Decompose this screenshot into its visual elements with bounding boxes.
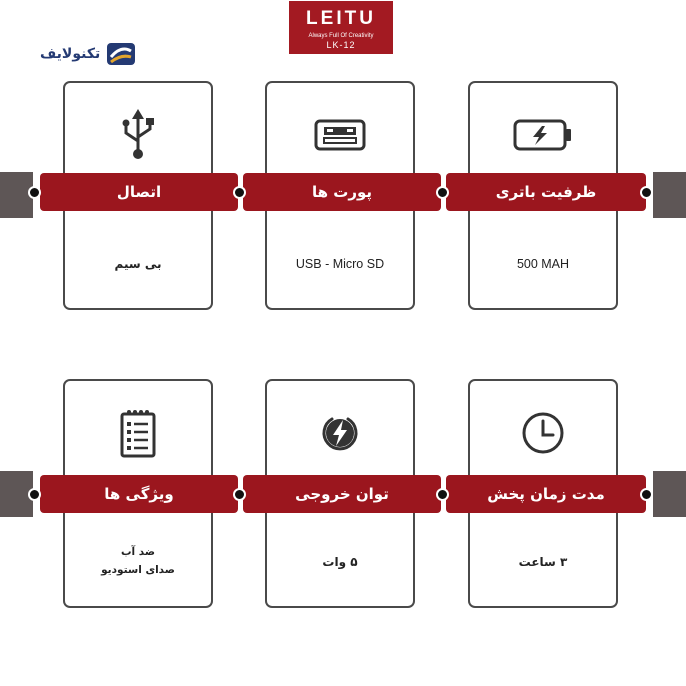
clock-icon: [470, 405, 616, 461]
card-value: ۳ ساعت: [518, 555, 568, 569]
card-value: [65, 543, 211, 579]
connector-dot: [233, 488, 246, 501]
band-ports: پورت ها: [243, 173, 441, 211]
connector-dot: [640, 186, 653, 199]
band-battery: ظرفیت باتری: [446, 173, 646, 211]
site-name: تکنولایف: [40, 46, 101, 62]
card-value: ۵ وات: [322, 555, 358, 569]
band-playtime: مدت زمان پخش: [446, 475, 646, 513]
brand-tagline: Always Full Of Creativity: [308, 33, 374, 39]
usb-symbol-icon: [65, 107, 211, 163]
card-value: USB - Micro SD: [295, 257, 385, 271]
usb-port-icon: [267, 107, 413, 163]
feature-item: ضد آب: [120, 546, 156, 558]
card-value: بی سیم: [114, 257, 162, 271]
site-logo: [40, 40, 136, 68]
band-power: توان خروجی: [243, 475, 441, 513]
connector-dot: [436, 488, 449, 501]
band-connection: اتصال: [40, 173, 238, 211]
connector-dot: [640, 488, 653, 501]
brand-logo: [289, 1, 393, 54]
connector-dot: [233, 186, 246, 199]
side-tab-right-top: [653, 172, 686, 218]
card-value: 500 MAH: [516, 257, 570, 271]
checklist-icon: [65, 405, 211, 461]
connector-dot: [28, 488, 41, 501]
connector-dot: [28, 186, 41, 199]
band-features: ویژگی ها: [40, 475, 238, 513]
brand-model: LK-12: [326, 40, 356, 50]
side-tab-right-bottom: [653, 471, 686, 517]
feature-item: صدای استودیو: [101, 564, 175, 576]
battery-charging-icon: [470, 107, 616, 163]
brand-name: LEITU: [306, 8, 376, 29]
site-logo-icon: [106, 41, 136, 67]
power-bolt-icon: [267, 405, 413, 461]
connector-dot: [436, 186, 449, 199]
